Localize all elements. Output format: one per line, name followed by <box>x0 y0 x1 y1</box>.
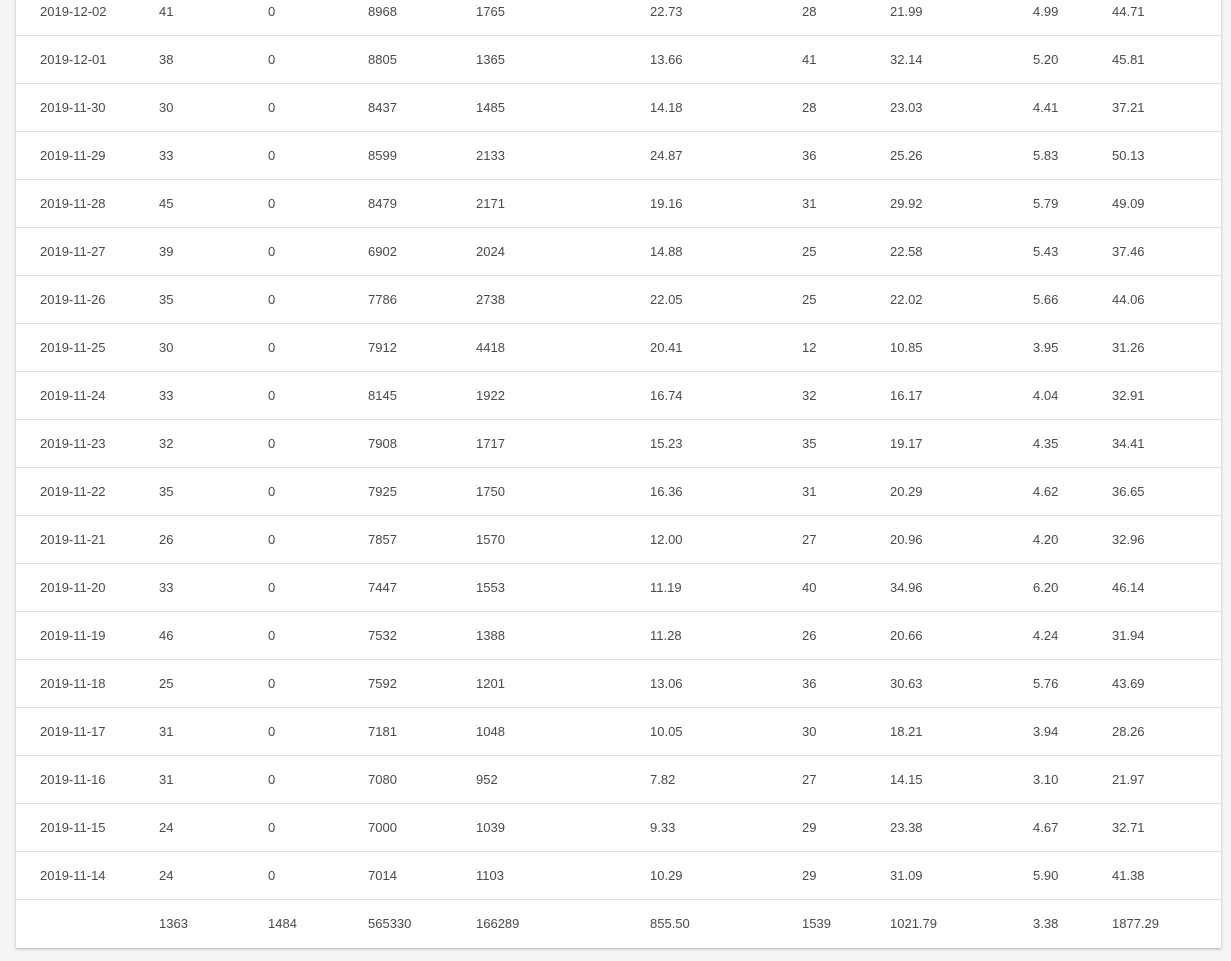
value-cell: 14.18 <box>650 100 683 115</box>
value-cell: 8437 <box>368 100 397 115</box>
value-cell: 0 <box>268 580 276 595</box>
value-cell: 8968 <box>368 4 397 19</box>
date-cell: 2019-11-22 <box>40 484 106 499</box>
value-cell: 11.28 <box>650 628 682 643</box>
table-row <box>16 0 1221 36</box>
value-cell: 46.14 <box>1112 580 1145 595</box>
value-cell: 33 <box>159 580 174 595</box>
value-cell: 1103 <box>476 868 504 883</box>
value-cell: 1201 <box>476 676 505 691</box>
value-cell: 32.14 <box>890 52 923 67</box>
value-cell: 4.41 <box>1033 100 1059 115</box>
total-cell: 1484 <box>268 916 297 931</box>
value-cell: 22.58 <box>890 244 923 259</box>
value-cell: 9.33 <box>650 820 676 835</box>
value-cell: 35 <box>159 292 174 307</box>
date-cell: 2019-11-23 <box>40 436 106 451</box>
table-row <box>16 852 1221 900</box>
value-cell: 20.41 <box>650 340 683 355</box>
value-cell: 4.99 <box>1033 4 1059 19</box>
date-cell: 2019-11-17 <box>40 724 106 739</box>
value-cell: 30 <box>159 100 174 115</box>
date-cell: 2019-11-15 <box>40 820 106 835</box>
value-cell: 31.09 <box>890 868 923 883</box>
value-cell: 6902 <box>368 244 397 259</box>
value-cell: 33 <box>159 388 174 403</box>
value-cell: 8145 <box>368 388 397 403</box>
value-cell: 43.69 <box>1112 676 1145 691</box>
value-cell: 34.41 <box>1112 436 1145 451</box>
value-cell: 10.05 <box>650 724 683 739</box>
value-cell: 41 <box>802 52 817 67</box>
value-cell: 25 <box>159 676 174 691</box>
date-cell: 2019-12-02 <box>40 4 107 19</box>
value-cell: 6.20 <box>1033 580 1059 595</box>
value-cell: 7532 <box>368 628 397 643</box>
value-cell: 1922 <box>476 388 505 403</box>
value-cell: 7592 <box>368 676 397 691</box>
value-cell: 4.67 <box>1033 820 1059 835</box>
value-cell: 16.36 <box>650 484 683 499</box>
value-cell: 25 <box>802 244 817 259</box>
value-cell: 1750 <box>476 484 505 499</box>
value-cell: 0 <box>268 436 276 451</box>
value-cell: 7857 <box>368 532 397 547</box>
total-cell: 1877.29 <box>1112 916 1159 931</box>
value-cell: 25 <box>802 292 817 307</box>
value-cell: 16.74 <box>650 388 683 403</box>
value-cell: 27 <box>802 532 817 547</box>
value-cell: 1717 <box>476 436 505 451</box>
value-cell: 0 <box>268 244 276 259</box>
value-cell: 2738 <box>476 292 505 307</box>
value-cell: 35 <box>159 484 174 499</box>
value-cell: 0 <box>268 388 276 403</box>
value-cell: 36 <box>802 148 817 163</box>
value-cell: 21.99 <box>890 4 923 19</box>
value-cell: 30 <box>802 724 817 739</box>
value-cell: 46 <box>159 628 174 643</box>
value-cell: 19.16 <box>650 196 683 211</box>
value-cell: 31 <box>802 484 817 499</box>
value-cell: 1365 <box>476 52 505 67</box>
value-cell: 21.97 <box>1112 772 1145 787</box>
value-cell: 36 <box>802 676 817 691</box>
value-cell: 15.23 <box>650 436 683 451</box>
value-cell: 12.00 <box>650 532 683 547</box>
value-cell: 1570 <box>476 532 505 547</box>
value-cell: 5.66 <box>1033 292 1059 307</box>
data-table <box>16 0 1221 948</box>
value-cell: 0 <box>268 292 276 307</box>
value-cell: 7181 <box>368 724 397 739</box>
value-cell: 7908 <box>368 436 397 451</box>
value-cell: 22.05 <box>650 292 683 307</box>
value-cell: 18.21 <box>890 724 923 739</box>
value-cell: 28.26 <box>1112 724 1145 739</box>
value-cell: 4418 <box>476 340 505 355</box>
value-cell: 1485 <box>476 100 505 115</box>
table-row <box>16 468 1221 516</box>
date-cell: 2019-11-27 <box>40 244 106 259</box>
value-cell: 22.73 <box>650 4 683 19</box>
date-cell: 2019-11-21 <box>40 532 106 547</box>
value-cell: 5.20 <box>1033 52 1059 67</box>
value-cell: 0 <box>268 340 276 355</box>
value-cell: 49.09 <box>1112 196 1145 211</box>
value-cell: 31 <box>159 724 174 739</box>
value-cell: 8479 <box>368 196 397 211</box>
value-cell: 7925 <box>368 484 397 499</box>
value-cell: 24.87 <box>650 148 683 163</box>
value-cell: 32 <box>159 436 174 451</box>
table-row <box>16 324 1221 372</box>
value-cell: 25.26 <box>890 148 923 163</box>
value-cell: 24 <box>159 868 174 883</box>
value-cell: 22.02 <box>890 292 923 307</box>
value-cell: 11.19 <box>650 580 682 595</box>
value-cell: 34.96 <box>890 580 923 595</box>
value-cell: 952 <box>476 772 498 787</box>
date-cell: 2019-11-30 <box>40 100 106 115</box>
value-cell: 1765 <box>476 4 505 19</box>
value-cell: 0 <box>268 4 276 19</box>
value-cell: 37.21 <box>1112 100 1145 115</box>
value-cell: 5.83 <box>1033 148 1059 163</box>
value-cell: 2171 <box>476 196 505 211</box>
value-cell: 7080 <box>368 772 397 787</box>
value-cell: 26 <box>802 628 817 643</box>
total-cell: 1021.79 <box>890 916 937 931</box>
value-cell: 20.29 <box>890 484 923 499</box>
table-row <box>16 132 1221 180</box>
value-cell: 0 <box>268 676 276 691</box>
value-cell: 10.85 <box>890 340 923 355</box>
value-cell: 35 <box>802 436 817 451</box>
value-cell: 4.62 <box>1033 484 1059 499</box>
value-cell: 29 <box>802 820 817 835</box>
table-row <box>16 804 1221 852</box>
value-cell: 37.46 <box>1112 244 1145 259</box>
value-cell: 24 <box>159 820 174 835</box>
date-cell: 2019-11-19 <box>40 628 106 643</box>
total-cell: 166289 <box>476 916 520 931</box>
value-cell: 28 <box>802 100 817 115</box>
value-cell: 23.03 <box>890 100 923 115</box>
value-cell: 0 <box>268 52 276 67</box>
value-cell: 8805 <box>368 52 397 67</box>
value-cell: 32.71 <box>1112 820 1145 835</box>
value-cell: 32.96 <box>1112 532 1145 547</box>
total-cell: 565330 <box>368 916 412 931</box>
value-cell: 19.17 <box>890 436 923 451</box>
date-cell: 2019-11-16 <box>40 772 106 787</box>
date-cell: 2019-11-28 <box>40 196 106 211</box>
value-cell: 20.66 <box>890 628 923 643</box>
value-cell: 28 <box>802 4 817 19</box>
total-cell: 1539 <box>802 916 831 931</box>
value-cell: 0 <box>268 868 276 883</box>
value-cell: 1048 <box>476 724 505 739</box>
value-cell: 30 <box>159 340 174 355</box>
table-row <box>16 564 1221 612</box>
value-cell: 4.24 <box>1033 628 1059 643</box>
value-cell: 0 <box>268 724 276 739</box>
value-cell: 0 <box>268 484 276 499</box>
value-cell: 31 <box>159 772 174 787</box>
value-cell: 7014 <box>368 868 397 883</box>
value-cell: 2024 <box>476 244 505 259</box>
value-cell: 50.13 <box>1112 148 1145 163</box>
table-row <box>16 84 1221 132</box>
value-cell: 0 <box>268 820 276 835</box>
value-cell: 27 <box>802 772 817 787</box>
value-cell: 26 <box>159 532 174 547</box>
total-cell: 1363 <box>159 916 188 931</box>
value-cell: 30.63 <box>890 676 923 691</box>
table-row <box>16 276 1221 324</box>
value-cell: 4.20 <box>1033 532 1059 547</box>
value-cell: 44.71 <box>1112 4 1145 19</box>
value-cell: 10.29 <box>650 868 683 883</box>
value-cell: 7447 <box>368 580 397 595</box>
value-cell: 41.38 <box>1112 868 1145 883</box>
table-row <box>16 420 1221 468</box>
total-cell: 855.50 <box>650 916 690 931</box>
table-row <box>16 660 1221 708</box>
value-cell: 31.94 <box>1112 628 1145 643</box>
value-cell: 23.38 <box>890 820 923 835</box>
value-cell: 0 <box>268 148 276 163</box>
value-cell: 5.90 <box>1033 868 1059 883</box>
date-cell: 2019-11-18 <box>40 676 106 691</box>
value-cell: 4.35 <box>1033 436 1059 451</box>
total-cell: 3.38 <box>1033 916 1059 931</box>
value-cell: 3.10 <box>1033 772 1059 787</box>
value-cell: 39 <box>159 244 174 259</box>
value-cell: 45.81 <box>1112 52 1145 67</box>
value-cell: 3.94 <box>1033 724 1059 739</box>
date-cell: 2019-11-14 <box>40 868 106 883</box>
date-cell: 2019-11-20 <box>40 580 106 595</box>
value-cell: 0 <box>268 772 276 787</box>
value-cell: 36.65 <box>1112 484 1145 499</box>
value-cell: 29 <box>802 868 817 883</box>
value-cell: 44.06 <box>1112 292 1145 307</box>
table-row <box>16 228 1221 276</box>
value-cell: 7000 <box>368 820 397 835</box>
value-cell: 1388 <box>476 628 505 643</box>
table-row <box>16 36 1221 84</box>
value-cell: 5.43 <box>1033 244 1059 259</box>
value-cell: 12 <box>802 340 817 355</box>
value-cell: 41 <box>159 4 174 19</box>
table-row <box>16 516 1221 564</box>
value-cell: 3.95 <box>1033 340 1059 355</box>
date-cell: 2019-12-01 <box>40 52 107 67</box>
value-cell: 7912 <box>368 340 397 355</box>
value-cell: 0 <box>268 532 276 547</box>
value-cell: 1553 <box>476 580 505 595</box>
table-row <box>16 612 1221 660</box>
date-cell: 2019-11-25 <box>40 340 106 355</box>
value-cell: 13.66 <box>650 52 683 67</box>
value-cell: 7786 <box>368 292 397 307</box>
value-cell: 8599 <box>368 148 397 163</box>
value-cell: 1039 <box>476 820 505 835</box>
date-cell: 2019-11-29 <box>40 148 106 163</box>
table-row <box>16 372 1221 420</box>
value-cell: 7.82 <box>650 772 676 787</box>
table-row <box>16 180 1221 228</box>
value-cell: 45 <box>159 196 174 211</box>
value-cell: 33 <box>159 148 174 163</box>
value-cell: 14.15 <box>890 772 923 787</box>
value-cell: 5.76 <box>1033 676 1059 691</box>
value-cell: 31.26 <box>1112 340 1145 355</box>
value-cell: 4.04 <box>1033 388 1059 403</box>
value-cell: 0 <box>268 628 276 643</box>
value-cell: 2133 <box>476 148 505 163</box>
value-cell: 14.88 <box>650 244 683 259</box>
value-cell: 0 <box>268 196 276 211</box>
table-row <box>16 756 1221 804</box>
value-cell: 32 <box>802 388 817 403</box>
table-row <box>16 708 1221 756</box>
date-cell: 2019-11-24 <box>40 388 106 403</box>
value-cell: 29.92 <box>890 196 923 211</box>
value-cell: 32.91 <box>1112 388 1145 403</box>
value-cell: 20.96 <box>890 532 923 547</box>
value-cell: 16.17 <box>890 388 923 403</box>
value-cell: 5.79 <box>1033 196 1059 211</box>
value-cell: 31 <box>802 196 817 211</box>
value-cell: 40 <box>802 580 817 595</box>
value-cell: 13.06 <box>650 676 683 691</box>
value-cell: 0 <box>268 100 276 115</box>
value-cell: 38 <box>159 52 174 67</box>
date-cell: 2019-11-26 <box>40 292 106 307</box>
totals-row <box>16 900 1221 948</box>
